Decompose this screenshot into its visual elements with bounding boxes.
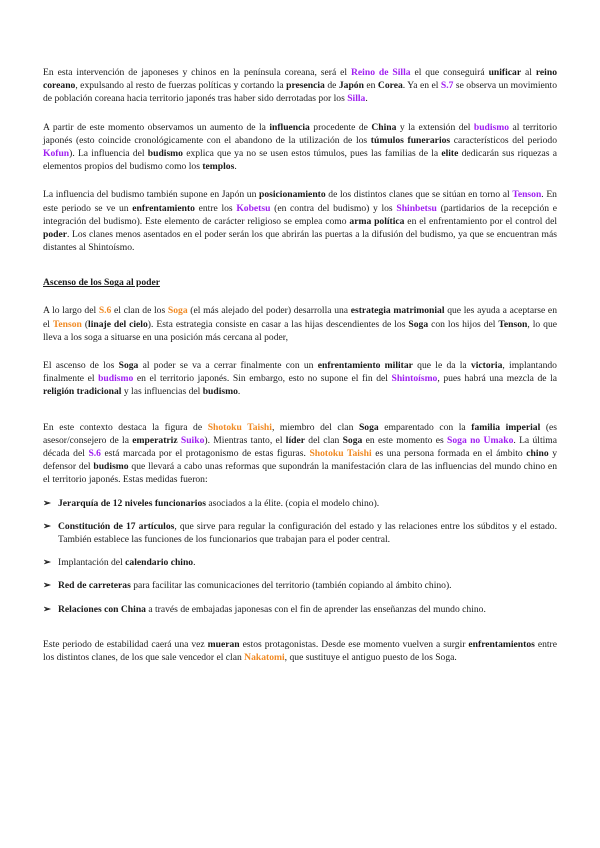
- text: (partidarios de la recepción e integración del budismo). Este elemento de carácter religioso se emplea como: [43, 202, 557, 227]
- keyword: Shotoku Taishi: [207, 421, 272, 433]
- bold-term: chino: [526, 448, 549, 460]
- bullet-item: [43, 579, 557, 592]
- text: emparentado con la: [378, 421, 472, 433]
- keyword: budismo: [98, 373, 134, 385]
- text: En esta intervención de japoneses y chinos en la península coreana, será el: [43, 67, 351, 78]
- text: es una persona formada en el ámbito: [371, 448, 527, 460]
- text: el que conseguirá: [410, 67, 489, 78]
- text: La influencia del budismo también supone en Japón un: [43, 189, 260, 201]
- text: , que sirve para regular la configuración del estado y las relaciones entre los súbditos y el estado. También establece las funciones de los funcionarios que trabajan para el poder central.: [58, 520, 557, 546]
- text: , lo que lleva a los soga a situarse en una posición más cercana al poder,: [43, 318, 557, 343]
- bold-term: victoria: [470, 360, 503, 372]
- text: ). Mientras tanto, el: [204, 434, 286, 446]
- bold-term: Corea: [377, 80, 403, 92]
- bold-term: influencia: [269, 121, 310, 133]
- text: El ascenso de los: [43, 360, 119, 372]
- text: a través de embajadas japonesas con el fin de aprender las enseñanzas del mundo chino.: [145, 603, 486, 615]
- text: .: [365, 93, 368, 105]
- paragraph-budismo: [43, 121, 557, 174]
- text: asociados a la élite. (copia el modelo chino).: [206, 497, 380, 509]
- bold-term: mueran: [207, 638, 240, 650]
- text: . Ya en el: [402, 80, 441, 92]
- bold-term: elite: [441, 148, 459, 160]
- bold-term: posicionamiento: [259, 189, 326, 201]
- bold-term: estrategia matrimonial: [350, 305, 445, 317]
- text: que llevará a cabo unas reformas que supondrán la manifestación clara de las influencias del mundo chino en el territorio japonés. Estas medidas fueron:: [43, 461, 557, 486]
- text: En este contexto destaca la figura de: [43, 421, 208, 433]
- bullet-text: [58, 579, 557, 592]
- bold-term: religión tradicional: [43, 386, 122, 398]
- bullet-text: [58, 603, 557, 616]
- bold-term: Jerarquía de 12 niveles funcionarios: [58, 497, 206, 509]
- bold-term: budismo: [93, 461, 129, 473]
- bold-term: líder: [285, 434, 305, 446]
- text: al poder se va a cerrar finalmente con un: [138, 360, 318, 372]
- bold-term: calendario chino: [125, 557, 194, 569]
- text: Implantación del: [58, 557, 126, 569]
- text: . Los clanes menos asentados en el poder serán los que abrirán las puertas a la difusión del budismo, ya que se encuentran más distantes al Shintoísmo.: [43, 229, 557, 254]
- paragraph-estrategia: [43, 304, 557, 344]
- text: , miembro del clan: [271, 421, 359, 433]
- keyword: Shotoku Taishi: [309, 448, 372, 460]
- bullet-item: [43, 520, 557, 546]
- keyword: Kofun: [43, 148, 70, 160]
- arrow-bullet-icon: ➢: [43, 603, 52, 615]
- document-page: [43, 66, 557, 664]
- bullet-text: [58, 520, 557, 546]
- text: , implantando finalmente el: [43, 360, 557, 385]
- text: en el territorio japonés. Sin embargo, esto no supone el fin del: [133, 373, 392, 385]
- bold-term: enfrentamientos: [468, 638, 535, 650]
- text: .: [237, 386, 241, 398]
- text: entre los distintos clanes, de los que sale vencedor el clan: [43, 638, 558, 664]
- bullet-item: [43, 603, 557, 616]
- bold-term: enfrentamiento militar: [317, 360, 413, 372]
- text: entre los: [194, 202, 237, 214]
- keyword: Silla: [347, 93, 366, 105]
- keyword: Shinbetsu: [396, 202, 437, 214]
- paragraph-nakatomi: [43, 638, 557, 664]
- bold-term: Soga: [342, 434, 363, 446]
- bullet-item: [43, 556, 557, 569]
- arrow-bullet-icon: ➢: [43, 557, 52, 569]
- bold-term: templos: [202, 161, 235, 173]
- paragraph-ascenso: [43, 359, 557, 399]
- text: ). Esta estrategia consiste en casar a las hijas descendientes de los: [147, 318, 409, 330]
- keyword: Suiko: [180, 434, 205, 446]
- bold-term: Soga: [358, 421, 379, 433]
- keyword: Shintoísmo: [391, 373, 438, 385]
- text: (en contra del budismo) y los: [270, 202, 397, 214]
- keyword: S.6: [98, 305, 112, 317]
- bold-term: túmulos funerarios: [370, 134, 451, 146]
- keyword: Tenson: [52, 318, 82, 330]
- text: Este periodo de estabilidad caerá una vez: [43, 638, 208, 650]
- bold-term: enfrentamiento: [132, 202, 195, 214]
- arrow-bullet-icon: ➢: [43, 497, 52, 509]
- text: en el enfrentamiento por el control del: [404, 215, 557, 227]
- keyword: Reino de Silla: [351, 67, 411, 78]
- paragraph-clanes: [43, 188, 557, 254]
- paragraph-shotoku: [43, 421, 557, 487]
- text: y defensor del: [43, 448, 557, 473]
- bold-term: unificar: [488, 67, 522, 78]
- keyword: budismo: [473, 121, 510, 133]
- text: , que sustituye el antiguo puesto de los Soga.: [284, 652, 457, 664]
- text: se observa un movimiento de población coreana hacia territorio japonés tras haber sido derrotadas por los: [43, 80, 558, 105]
- text: . La última década del: [43, 434, 558, 460]
- text: de: [324, 80, 339, 92]
- bold-term: Constitución de 17 artículos: [58, 520, 175, 532]
- text: con los hijos del: [428, 318, 499, 330]
- text: en este momento es: [362, 434, 448, 446]
- text: de los distintos clanes que se sitúan en torno al: [325, 189, 513, 201]
- text: .: [193, 557, 196, 569]
- text: dedicarán sus riquezas a elementos propios del budismo como los: [43, 148, 557, 173]
- bold-term: Soga: [118, 360, 139, 372]
- keyword: Soga no Umako: [447, 434, 514, 446]
- bullet-text: [58, 497, 557, 510]
- text: (: [81, 318, 89, 330]
- bold-term: budismo: [202, 386, 238, 398]
- text: ). La influencia del: [69, 148, 148, 160]
- bold-term: familia imperial: [471, 421, 541, 433]
- text: , pues habrá una mezcla de la: [437, 373, 558, 385]
- bold-term: presencia: [286, 80, 325, 92]
- bold-term: linaje del cielo: [88, 318, 148, 330]
- bold-term: arma política: [349, 215, 405, 227]
- text: para facilitar las comunicaciones del territorio (también copiando al ámbito chino).: [130, 580, 452, 592]
- section-heading: Ascenso de los Soga al poder: [43, 277, 160, 289]
- text: y las influencias del: [121, 386, 203, 398]
- bold-term: budismo: [147, 148, 183, 160]
- text: el clan de los: [111, 305, 168, 317]
- keyword: S.7: [440, 80, 454, 92]
- text: estos protagonistas. Desde ese momento vuelven a surgir: [239, 638, 469, 650]
- paragraph-silla: [43, 66, 557, 106]
- keyword: Nakatomi: [244, 652, 285, 664]
- text: que le da la: [412, 360, 471, 372]
- text: (es asesor/consejero de la: [43, 421, 558, 446]
- text: explica que ya no se usen estos túmulos, pues las familias de la: [182, 148, 442, 160]
- bold-term: Japón: [338, 80, 364, 92]
- text: y la extensión del: [396, 121, 474, 133]
- keyword: Soga: [167, 305, 188, 317]
- arrow-bullet-icon: ➢: [43, 580, 52, 592]
- bold-term: poder: [43, 229, 67, 241]
- text: (el más alejado del poder) desarrolla una: [187, 305, 351, 317]
- bullet-item: [43, 497, 557, 510]
- text: al territorio japonés (esto coincide cronológicamente con el abandono de la utilización de los: [43, 121, 557, 146]
- arrow-bullet-icon: ➢: [43, 520, 52, 532]
- text: . En este periodo se ve un: [43, 189, 557, 214]
- keyword: S.6: [88, 448, 101, 460]
- text: A lo largo del: [43, 305, 99, 317]
- bold-term: Soga: [408, 318, 429, 330]
- text: está marcada por el protagonismo de estas figuras.: [100, 448, 310, 460]
- text: procedente de: [309, 121, 372, 133]
- text: al: [521, 67, 536, 78]
- text: A partir de este momento observamos un aumento de la: [43, 121, 270, 133]
- bold-term: Red de carreteras: [58, 580, 131, 592]
- bold-term: emperatriz: [132, 434, 178, 446]
- bold-term: Tenson: [498, 318, 528, 330]
- keyword: Tenson: [512, 189, 542, 201]
- text: que les ayuda a aceptarse en el: [43, 305, 557, 330]
- bold-term: reino coreano: [43, 67, 557, 92]
- text: en: [363, 80, 378, 92]
- bold-term: China: [371, 121, 397, 133]
- text: .: [234, 161, 237, 173]
- text: característicos del periodo: [450, 134, 557, 146]
- keyword: Kobetsu: [236, 202, 271, 214]
- text: , expulsando al resto de fuerzas políticas y cortando la: [75, 80, 287, 92]
- bold-term: Relaciones con China: [58, 603, 146, 615]
- text: del clan: [304, 434, 343, 446]
- bullet-text: [58, 556, 557, 569]
